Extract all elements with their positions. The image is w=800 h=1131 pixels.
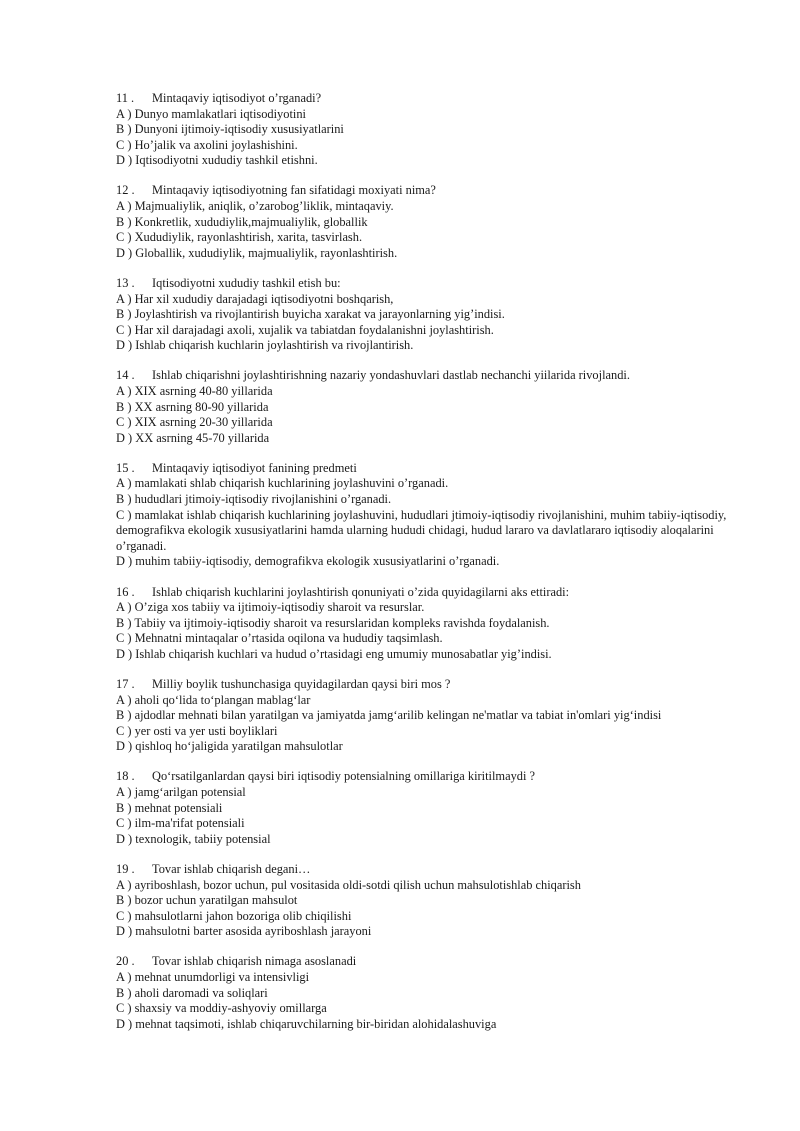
option-b: B ) Konkretlik, xududiylik,majmualiylik, globallik bbox=[116, 214, 368, 229]
question-number: 19 . bbox=[116, 861, 135, 876]
question-stem bbox=[116, 461, 740, 477]
document-page bbox=[116, 91, 740, 1047]
option-b: B ) hududlari jtimoiy-iqtisodiy rivojlanishini o’rganadi. bbox=[116, 492, 392, 507]
option-c: C ) mahsulotlarni jahon bozoriga olib chiqilishi bbox=[116, 908, 352, 923]
option-d: D ) muhim tabiiy-iqtisodiy, demografikva ekologik xususiyatlarini o’rganadi. bbox=[116, 554, 500, 569]
option-c: C ) Mehnatni mintaqalar o’rtasida oqilona va hududiy taqsimlash. bbox=[116, 631, 443, 646]
option-d: D ) Globallik, xududiylik, majmualiylik, rayonlashtirish. bbox=[116, 245, 398, 260]
question-number: 18 . bbox=[116, 769, 135, 784]
option-d: D ) XX asrning 45-70 yillarida bbox=[116, 430, 270, 445]
option-c: C ) XIX asrning 20-30 yillarida bbox=[116, 415, 273, 430]
question-stem bbox=[116, 769, 740, 785]
question-stem bbox=[116, 276, 740, 292]
question-18 bbox=[116, 769, 740, 847]
option-b: B ) Joylashtirish va rivojlantirish buyicha xarakat va jarayonlarning yig’indisi. bbox=[116, 307, 505, 322]
option-a: A ) Dunyo mamlakatlari iqtisodiyotini bbox=[116, 106, 306, 121]
option-a: A ) aholi qo‘lida to‘plangan mablag‘lar bbox=[116, 692, 311, 707]
option-a: A ) Majmualiylik, aniqlik, o’zarobog’liklik, mintaqaviy. bbox=[116, 199, 394, 214]
option-d: D ) mehnat taqsimoti, ishlab chiqaruvchilarning bir-biridan alohidalashuviga bbox=[116, 1016, 497, 1031]
question-number: 11 . bbox=[116, 91, 135, 105]
question-text: Mintaqaviy iqtisodiyot o’rganadi? bbox=[152, 91, 322, 105]
option-b: B ) Tabiiy va ijtimoiy-iqtisodiy sharoit va resurslaridan kompleks ravishda foydalanish. bbox=[116, 615, 550, 630]
question-stem bbox=[116, 862, 740, 878]
question-20 bbox=[116, 954, 740, 1032]
option-b: B ) Dunyoni ijtimoiy-iqtisodiy xususiyatlarini bbox=[116, 122, 344, 137]
option-c: C ) Xududiylik, rayonlashtirish, xarita, tasvirlash. bbox=[116, 230, 363, 245]
question-number: 15 . bbox=[116, 460, 135, 475]
question-number: 13 . bbox=[116, 275, 135, 290]
option-c: C ) Har xil darajadagi axoli, xujalik va tabiatdan foydalanishni joylashtirish. bbox=[116, 322, 494, 337]
option-d: D ) mahsulotni barter asosida ayriboshlash jarayoni bbox=[116, 924, 372, 939]
option-b: B ) mehnat potensiali bbox=[116, 800, 223, 815]
option-d: D ) texnologik, tabiiy potensial bbox=[116, 831, 271, 846]
question-13 bbox=[116, 276, 740, 354]
option-a: A ) mamlakati shlab chiqarish kuchlarining joylashuvini o’rganadi. bbox=[116, 476, 449, 491]
option-d: D ) Ishlab chiqarish kuchlari va hudud o’rtasidagi eng umumiy munosabatlar yig’indisi. bbox=[116, 646, 552, 661]
option-a: A ) O’ziga xos tabiiy va ijtimoiy-iqtisodiy sharoit va resurslar. bbox=[116, 600, 425, 615]
option-c: C ) ilm-ma'rifat potensiali bbox=[116, 816, 245, 831]
option-c: C ) shaxsiy va moddiy-ashyoviy omillarga bbox=[116, 1001, 327, 1016]
question-number: 14 . bbox=[116, 368, 135, 383]
question-14 bbox=[116, 368, 740, 446]
option-d: D ) Iqtisodiyotni xududiy tashkil etishni. bbox=[116, 153, 318, 168]
option-a: A ) jamg‘arilgan potensial bbox=[116, 785, 246, 800]
option-a: A ) ayriboshlash, bozor uchun, pul vositasida oldi-sotdi qilish uchun mahsulotishlab chiqarish bbox=[116, 877, 581, 892]
option-d: D ) Ishlab chiqarish kuchlarin joylashtirish va rivojlantirish. bbox=[116, 338, 414, 353]
question-text: Tovar ishlab chiqarish degani… bbox=[152, 861, 311, 876]
question-number: 12 . bbox=[116, 183, 135, 198]
option-c: C ) mamlakat ishlab chiqarish kuchlarining joylashuvini, hududlari jtimoiy-iqtisodiy rivojlanishini, muhim tabiiy-iqtisodiy, demografikva ekologik xususiyatlarini hamda ularning hududi chidagi, hudud lararo va davlatlararo iqtisodiy aloqalarini o’rganadi. bbox=[116, 507, 727, 553]
option-b: B ) XX asrning 80-90 yillarida bbox=[116, 399, 269, 414]
question-stem bbox=[116, 677, 740, 693]
question-text: Qo‘rsatilganlardan qaysi biri iqtisodiy potensialning omillariga kiritilmaydi ? bbox=[152, 769, 536, 784]
question-17 bbox=[116, 677, 740, 755]
option-c: C ) Ho’jalik va axolini joylashishini. bbox=[116, 137, 298, 152]
question-text: Iqtisodiyotni xududiy tashkil etish bu: bbox=[152, 275, 341, 290]
question-text: Milliy boylik tushunchasiga quyidagilardan qaysi biri mos ? bbox=[152, 677, 451, 691]
option-d: D ) qishloq ho‘jaligida yaratilgan mahsulotlar bbox=[116, 739, 343, 754]
question-15 bbox=[116, 461, 740, 570]
question-stem bbox=[116, 585, 740, 601]
option-a: A ) mehnat unumdorligi va intensivligi bbox=[116, 970, 310, 984]
question-stem bbox=[116, 183, 740, 199]
question-number: 16 . bbox=[116, 584, 135, 599]
option-b: B ) bozor uchun yaratilgan mahsulot bbox=[116, 893, 298, 908]
question-number: 20 . bbox=[116, 954, 135, 969]
question-text: Mintaqaviy iqtisodiyot fanining predmeti bbox=[152, 460, 357, 475]
question-text: Ishlab chiqarish kuchlarini joylashtirish qonuniyati o’zida quyidagilarni aks ettiradi: bbox=[152, 584, 570, 599]
option-a: A ) XIX asrning 40-80 yillarida bbox=[116, 384, 273, 398]
question-stem bbox=[116, 91, 740, 107]
question-11 bbox=[116, 91, 740, 169]
question-12 bbox=[116, 183, 740, 261]
question-stem bbox=[116, 368, 740, 384]
question-text: Ishlab chiqarishni joylashtirishning nazariy yondashuvlari dastlab nechanchi yiilarida rivojlandi. bbox=[152, 368, 630, 383]
question-19 bbox=[116, 862, 740, 940]
option-a: A ) Har xil xududiy darajadagi iqtisodiyotni boshqarish, bbox=[116, 291, 394, 306]
question-text: Tovar ishlab chiqarish nimaga asoslanadi bbox=[152, 954, 357, 969]
question-number: 17 . bbox=[116, 677, 135, 691]
option-b: B ) aholi daromadi va soliqlari bbox=[116, 985, 268, 1000]
question-text: Mintaqaviy iqtisodiyotning fan sifatidagi moxiyati nima? bbox=[152, 183, 436, 198]
question-16 bbox=[116, 585, 740, 663]
option-b: B ) ajdodlar mehnati bilan yaratilgan va jamiyatda jamg‘arilib kelingan ne'matlar va tabiat in'omlari yig‘indisi bbox=[116, 708, 662, 723]
option-c: C ) yer osti va yer usti boyliklari bbox=[116, 723, 278, 738]
question-stem bbox=[116, 954, 740, 970]
